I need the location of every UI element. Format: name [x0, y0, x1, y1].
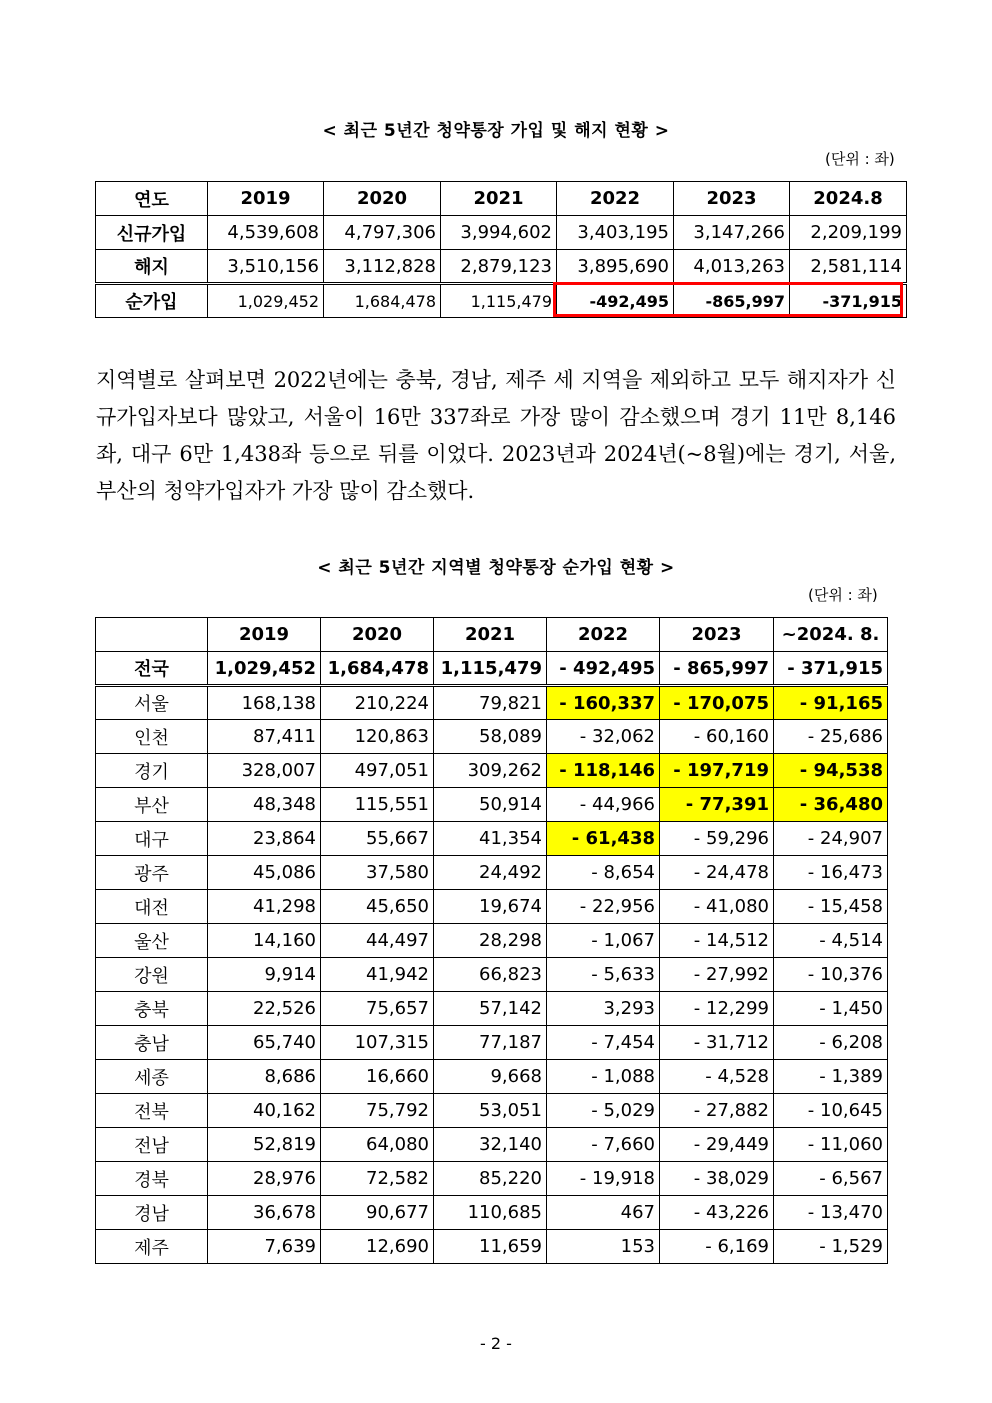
- cell: - 41,080: [660, 890, 774, 924]
- cell: 64,080: [321, 1128, 434, 1162]
- table-row: [96, 924, 888, 958]
- cell: 87,411: [208, 720, 321, 754]
- table2-header: 2019: [208, 618, 321, 652]
- table-row: [96, 1162, 888, 1196]
- region-label: 전남: [96, 1128, 208, 1162]
- cell: - 6,169: [660, 1230, 774, 1264]
- cell: 1,684,478: [324, 284, 441, 318]
- cell: 3,403,195: [557, 216, 674, 250]
- table1-header: 2024.8: [790, 182, 907, 216]
- cell: 72,582: [321, 1162, 434, 1196]
- cell: 1,684,478: [321, 652, 434, 686]
- cell: 23,864: [208, 822, 321, 856]
- cell: - 865,997: [660, 652, 774, 686]
- cell: 41,354: [434, 822, 547, 856]
- cell: -865,997: [674, 284, 790, 318]
- cell: - 6,208: [774, 1026, 888, 1060]
- cell: 41,942: [321, 958, 434, 992]
- row-label: 순가입: [96, 284, 208, 318]
- cell: 45,650: [321, 890, 434, 924]
- cell: 1,115,479: [434, 652, 547, 686]
- cell: - 1,088: [547, 1060, 660, 1094]
- cell: - 31,712: [660, 1026, 774, 1060]
- cell: - 91,165: [774, 686, 888, 720]
- cell: - 160,337: [547, 686, 660, 720]
- cell: 65,740: [208, 1026, 321, 1060]
- regional-table: [95, 617, 888, 1264]
- region-label: 전북: [96, 1094, 208, 1128]
- table2-header: [96, 618, 208, 652]
- cell: - 59,296: [660, 822, 774, 856]
- cell: 2,879,123: [441, 250, 557, 284]
- table1-header-row: [96, 182, 907, 216]
- cell: 4,539,608: [208, 216, 324, 250]
- cell: - 7,660: [547, 1128, 660, 1162]
- cell: 50,914: [434, 788, 547, 822]
- table-row: [96, 1128, 888, 1162]
- table1-row-cancel: [96, 250, 907, 284]
- cell: - 1,450: [774, 992, 888, 1026]
- cell: - 5,029: [547, 1094, 660, 1128]
- cell: 1,029,452: [208, 284, 324, 318]
- cell: 58,089: [434, 720, 547, 754]
- cell: 14,160: [208, 924, 321, 958]
- table-row: [96, 822, 888, 856]
- cell: 3,994,602: [441, 216, 557, 250]
- cell: 48,348: [208, 788, 321, 822]
- region-label: 충북: [96, 992, 208, 1026]
- cell: 28,976: [208, 1162, 321, 1196]
- table-row: [96, 890, 888, 924]
- table-row: [96, 754, 888, 788]
- cell: - 4,514: [774, 924, 888, 958]
- table2-header-row: [96, 618, 888, 652]
- table1-header: 2019: [208, 182, 324, 216]
- cell: - 19,918: [547, 1162, 660, 1196]
- cell: - 36,480: [774, 788, 888, 822]
- table-row: [96, 686, 888, 720]
- cell: - 6,567: [774, 1162, 888, 1196]
- cell: 328,007: [208, 754, 321, 788]
- table-row: [96, 1196, 888, 1230]
- body-paragraph: 지역별로 살펴보면 2022년에는 충북, 경남, 제주 세 지역을 제외하고 모두 해지자가 신규가입자보다 많았고, 서울이 16만 337좌로 가장 많이 감소했으며 경기 11만 8,146좌, 대구 6만 1,438좌 등으로 뒤를 이었다. 2023년과 2024년(~8월)에는 경기, 서울, 부산의 청약가입자가 가장 많이 감소했다.: [96, 368, 896, 503]
- cell: 1,115,479: [441, 284, 557, 318]
- cell: 44,497: [321, 924, 434, 958]
- cell: - 32,062: [547, 720, 660, 754]
- cell: 12,690: [321, 1230, 434, 1264]
- cell: - 5,633: [547, 958, 660, 992]
- cell: 4,797,306: [324, 216, 441, 250]
- table1-header: 2021: [441, 182, 557, 216]
- cell: - 24,907: [774, 822, 888, 856]
- cell: 8,686: [208, 1060, 321, 1094]
- highlight-box: [553, 282, 903, 317]
- cell: 4,013,263: [674, 250, 790, 284]
- cell: - 94,538: [774, 754, 888, 788]
- cell: 41,298: [208, 890, 321, 924]
- cell: 120,863: [321, 720, 434, 754]
- cell: - 44,966: [547, 788, 660, 822]
- cell: 467: [547, 1196, 660, 1230]
- region-label: 강원: [96, 958, 208, 992]
- row-label: 해지: [96, 250, 208, 284]
- table2-header: 2022: [547, 618, 660, 652]
- cell: 37,580: [321, 856, 434, 890]
- cell: - 15,458: [774, 890, 888, 924]
- cell: - 7,454: [547, 1026, 660, 1060]
- cell: - 1,067: [547, 924, 660, 958]
- cell: 115,551: [321, 788, 434, 822]
- cell: 32,140: [434, 1128, 547, 1162]
- cell: 79,821: [434, 686, 547, 720]
- cell: 110,685: [434, 1196, 547, 1230]
- table2-header: 2021: [434, 618, 547, 652]
- cell: 90,677: [321, 1196, 434, 1230]
- table2-row-national: [96, 652, 888, 686]
- cell: - 8,654: [547, 856, 660, 890]
- cell: 210,224: [321, 686, 434, 720]
- cell: - 77,391: [660, 788, 774, 822]
- cell: - 12,299: [660, 992, 774, 1026]
- region-label: 인천: [96, 720, 208, 754]
- table1-unit: (단위 : 좌): [825, 150, 895, 168]
- cell: 2,581,114: [790, 250, 907, 284]
- region-label: 경남: [96, 1196, 208, 1230]
- cell: - 492,495: [547, 652, 660, 686]
- table-row: [96, 788, 888, 822]
- cell: - 197,719: [660, 754, 774, 788]
- cell: 309,262: [434, 754, 547, 788]
- table1-header: 2023: [674, 182, 790, 216]
- cell: 77,187: [434, 1026, 547, 1060]
- cell: - 29,449: [660, 1128, 774, 1162]
- table1-header: 2022: [557, 182, 674, 216]
- table-row: [96, 958, 888, 992]
- row-label: 신규가입: [96, 216, 208, 250]
- cell: - 22,956: [547, 890, 660, 924]
- cell: - 13,470: [774, 1196, 888, 1230]
- table2-title: < 최근 5년간 지역별 청약통장 순가입 현황 >: [317, 558, 675, 578]
- cell: - 27,882: [660, 1094, 774, 1128]
- cell: 497,051: [321, 754, 434, 788]
- cell: 66,823: [434, 958, 547, 992]
- cell: - 118,146: [547, 754, 660, 788]
- cell: 36,678: [208, 1196, 321, 1230]
- cell: - 61,438: [547, 822, 660, 856]
- cell: 52,819: [208, 1128, 321, 1162]
- table-row: [96, 1060, 888, 1094]
- cell: 57,142: [434, 992, 547, 1026]
- region-label: 경기: [96, 754, 208, 788]
- cell: 3,510,156: [208, 250, 324, 284]
- cell: 9,914: [208, 958, 321, 992]
- table2-body: [96, 686, 888, 1264]
- cell: 75,792: [321, 1094, 434, 1128]
- table-row: [96, 1230, 888, 1264]
- row-label: 전국: [96, 652, 208, 686]
- table-row: [96, 1026, 888, 1060]
- table1-title: < 최근 5년간 청약통장 가입 및 해지 현황 >: [322, 121, 670, 141]
- cell: 55,667: [321, 822, 434, 856]
- cell: 24,492: [434, 856, 547, 890]
- region-label: 세종: [96, 1060, 208, 1094]
- region-label: 울산: [96, 924, 208, 958]
- cell: 75,657: [321, 992, 434, 1026]
- cell: 53,051: [434, 1094, 547, 1128]
- cell: - 4,528: [660, 1060, 774, 1094]
- region-label: 경북: [96, 1162, 208, 1196]
- cell: 1,029,452: [208, 652, 321, 686]
- cell: - 1,389: [774, 1060, 888, 1094]
- table-row: [96, 992, 888, 1026]
- cell: 3,147,266: [674, 216, 790, 250]
- cell: -492,495: [557, 284, 674, 318]
- cell: - 1,529: [774, 1230, 888, 1264]
- table1-row-new: [96, 216, 907, 250]
- region-label: 제주: [96, 1230, 208, 1264]
- cell: -371,915: [790, 284, 907, 318]
- table2-header: 2020: [321, 618, 434, 652]
- cell: 3,112,828: [324, 250, 441, 284]
- table2-unit: (단위 : 좌): [808, 586, 878, 604]
- cell: 153: [547, 1230, 660, 1264]
- table-row: [96, 1094, 888, 1128]
- region-label: 충남: [96, 1026, 208, 1060]
- cell: 22,526: [208, 992, 321, 1026]
- table1-header: 2020: [324, 182, 441, 216]
- cell: 7,639: [208, 1230, 321, 1264]
- cell: 3,293: [547, 992, 660, 1026]
- cell: 40,162: [208, 1094, 321, 1128]
- table1-header: 연도: [96, 182, 208, 216]
- cell: 28,298: [434, 924, 547, 958]
- cell: 45,086: [208, 856, 321, 890]
- page-number: - 2 -: [480, 1334, 512, 1353]
- cell: 11,659: [434, 1230, 547, 1264]
- cell: - 10,376: [774, 958, 888, 992]
- cell: - 371,915: [774, 652, 888, 686]
- region-label: 광주: [96, 856, 208, 890]
- cell: - 38,029: [660, 1162, 774, 1196]
- cell: - 10,645: [774, 1094, 888, 1128]
- cell: 107,315: [321, 1026, 434, 1060]
- cell: - 25,686: [774, 720, 888, 754]
- cell: 3,895,690: [557, 250, 674, 284]
- cell: 168,138: [208, 686, 321, 720]
- cell: - 170,075: [660, 686, 774, 720]
- cell: - 43,226: [660, 1196, 774, 1230]
- cell: - 14,512: [660, 924, 774, 958]
- cell: 85,220: [434, 1162, 547, 1196]
- cell: - 11,060: [774, 1128, 888, 1162]
- cell: - 27,992: [660, 958, 774, 992]
- table-row: [96, 720, 888, 754]
- cell: - 60,160: [660, 720, 774, 754]
- region-label: 부산: [96, 788, 208, 822]
- cell: - 16,473: [774, 856, 888, 890]
- cell: - 24,478: [660, 856, 774, 890]
- table2-header: ~2024. 8.: [774, 618, 888, 652]
- cell: 16,660: [321, 1060, 434, 1094]
- table2-header: 2023: [660, 618, 774, 652]
- cell: 2,209,199: [790, 216, 907, 250]
- region-label: 대전: [96, 890, 208, 924]
- region-label: 대구: [96, 822, 208, 856]
- cell: 19,674: [434, 890, 547, 924]
- region-label: 서울: [96, 686, 208, 720]
- cell: 9,668: [434, 1060, 547, 1094]
- table-row: [96, 856, 888, 890]
